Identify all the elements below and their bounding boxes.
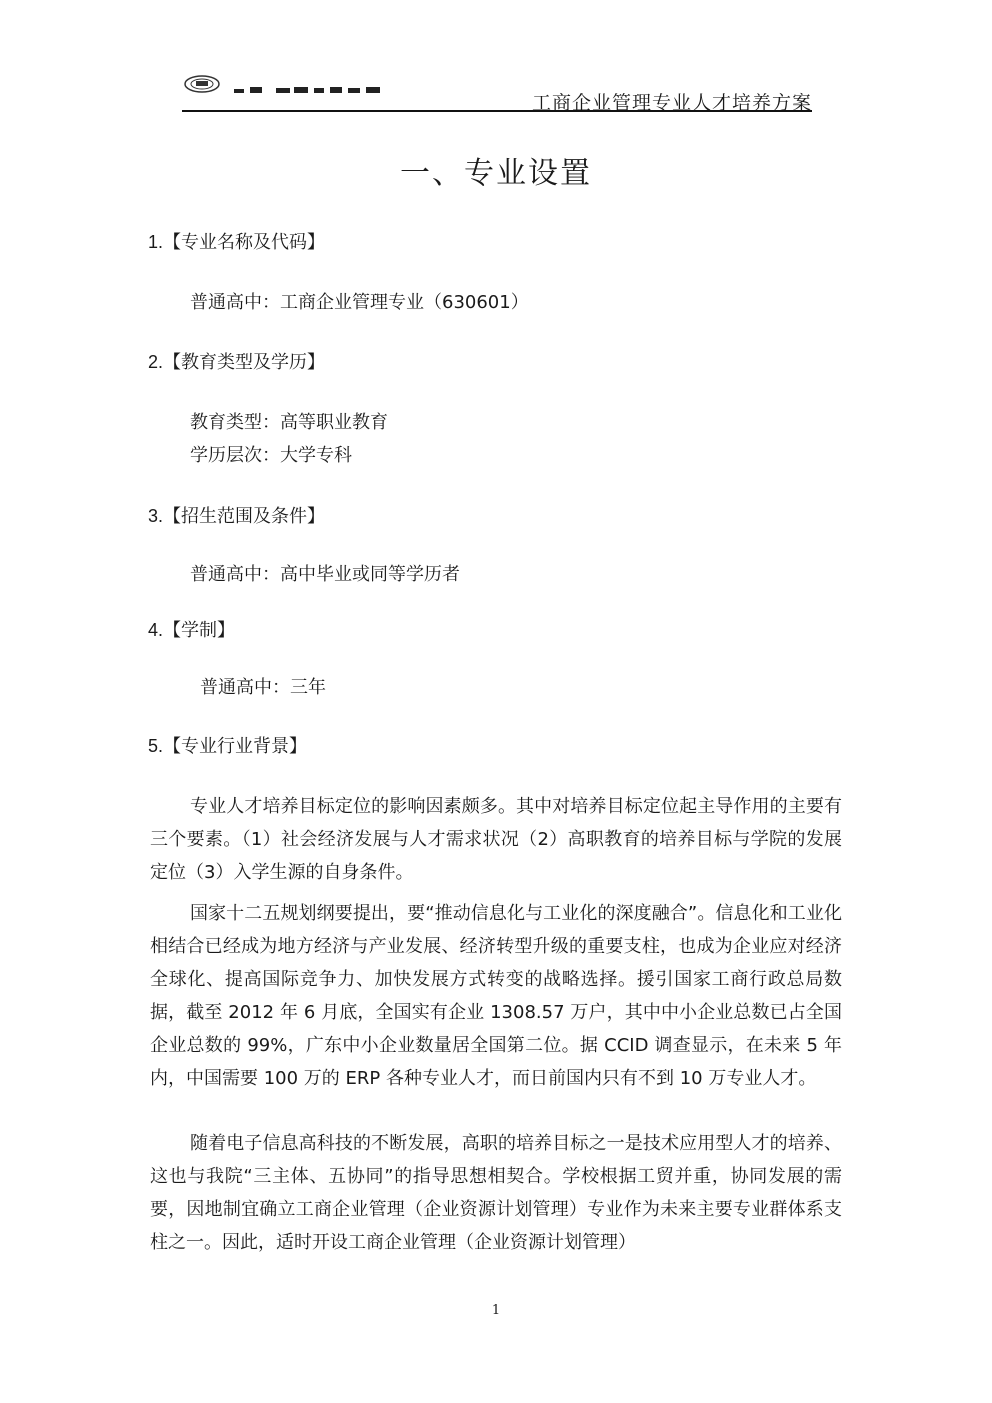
section-heading-2 bbox=[148, 348, 325, 374]
section-2-line-1: 教育类型：高等职业教育 bbox=[190, 412, 388, 433]
school-logo bbox=[182, 74, 400, 96]
page-title: 一、专业设置 bbox=[400, 156, 592, 191]
section-number: 1. bbox=[148, 232, 164, 252]
section-label: 【专业行业背景】 bbox=[163, 736, 308, 757]
section-label: 【招生范围及条件】 bbox=[163, 506, 326, 527]
section-heading-3 bbox=[148, 502, 325, 528]
section-number: 4. bbox=[148, 620, 164, 640]
section-number: 5. bbox=[148, 736, 164, 756]
page-header bbox=[182, 70, 812, 114]
section-heading-4 bbox=[148, 616, 235, 642]
section-1-line-1: 普通高中：工商企业管理专业（630601） bbox=[190, 292, 529, 313]
section-label: 【学制】 bbox=[163, 620, 236, 641]
section-number: 2. bbox=[148, 352, 164, 372]
header-rule bbox=[182, 110, 812, 112]
section-label: 【专业名称及代码】 bbox=[163, 232, 326, 253]
section-4-line-1: 普通高中：三年 bbox=[200, 677, 326, 698]
section-3-line-1: 普通高中：高中毕业或同等学历者 bbox=[190, 564, 460, 585]
body-paragraph-2: 国家十二五规划纲要提出，要“推动信息化与工业化的深度融合”。信息化和工业化相结合已经成为地方经济与产业发展、经济转型升级的重要支柱，也成为企业应对经济全球化、提高国际竞争力、加快发展方式转变的战略选择。援引国家工商行政总局数据，截至 2012 年 6 月底，全国实有企业 1308.57 万户，其中中小企业总数已占全国企业总数的 99%，广东中小企业数量居全国第二位。据 CCID 调查显示，在未来 5 年内，中国需要 100 万的 ERP 各种专业人才，而日前国内只有不到 10 万专业人才。 bbox=[150, 903, 842, 1089]
section-label: 【教育类型及学历】 bbox=[163, 352, 326, 373]
section-heading-1 bbox=[148, 228, 325, 254]
body-paragraph-1: 专业人才培养目标定位的影响因素颇多。其中对培养目标定位起主导作用的主要有三个要素。（1）社会经济发展与人才需求状况（2）高职教育的培养目标与学院的发展定位（3）入学生源的自身条件。 bbox=[150, 796, 842, 883]
header-title: 工商企业管理专业人才培养方案 bbox=[531, 92, 812, 114]
body-paragraph-3: 随着电子信息高科技的不断发展，高职的培养目标之一是技术应用型人才的培养、这也与我院“三主体、五协同”的指导思想相契合。学校根据工贸并重，协同发展的需要，因地制宜确立工商企业管理（企业资源计划管理）专业作为未来主要专业群体系支柱之一。因此，适时开设工商企业管理（企业资源计划管理） bbox=[150, 1133, 842, 1253]
section-2-line-2: 学历层次：大学专科 bbox=[190, 445, 352, 466]
section-number: 3. bbox=[148, 506, 164, 526]
page-number: 1 bbox=[491, 1303, 501, 1318]
section-heading-5 bbox=[148, 732, 307, 758]
